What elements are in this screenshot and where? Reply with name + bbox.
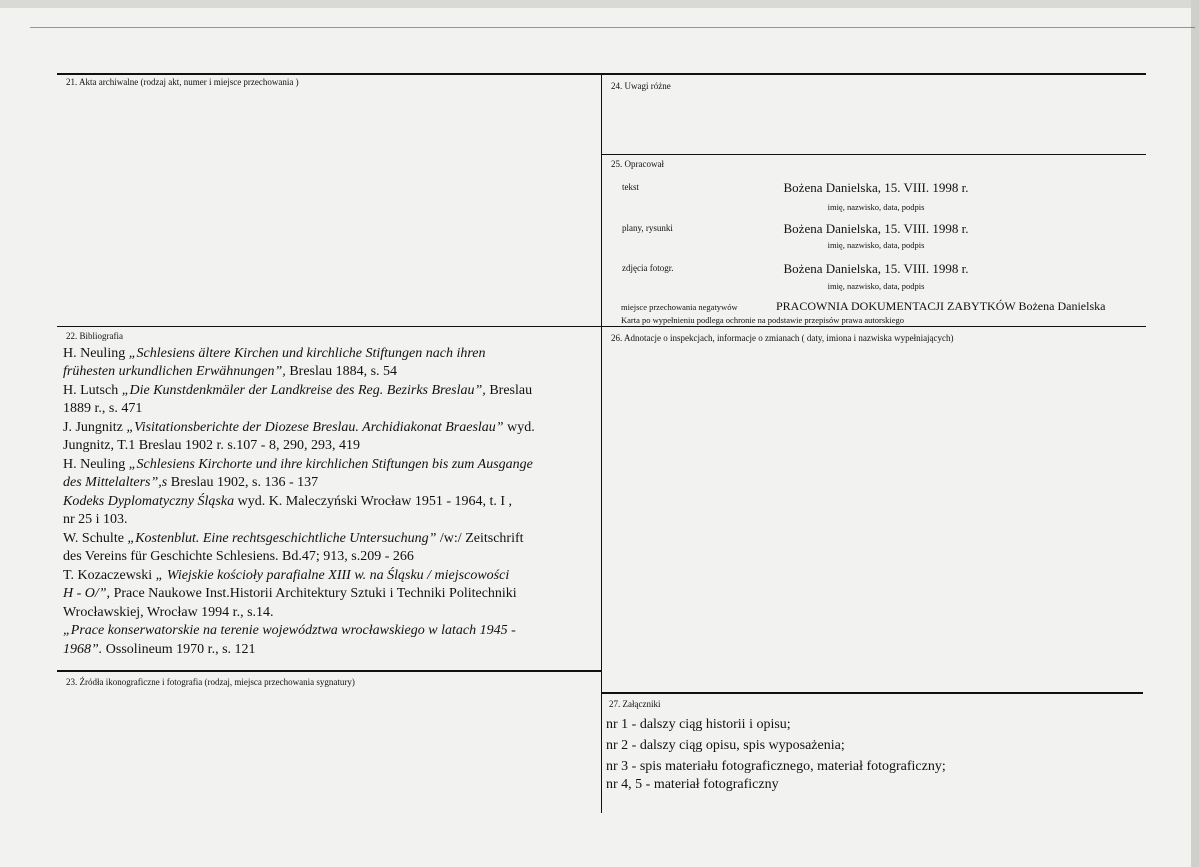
bib-line-11: [63, 530, 524, 548]
rule-22-23: [57, 670, 602, 672]
sec25-value-photos: Bożena Danielska, 15. VIII. 1998 r.: [783, 261, 969, 276]
bib-author-2: H. Lutsch: [63, 383, 122, 398]
bib-pub-1: Breslau 1884, s. 54: [285, 364, 398, 379]
bib-line-10: nr 25 i 103.: [63, 512, 128, 527]
rule-21-22: [57, 326, 1146, 327]
bib-line-9: [63, 493, 512, 511]
bib-pub-7: Prace Naukowe Inst.Historii Architektury Sztuki i Techniki Politechniki: [110, 586, 517, 601]
sec21-title: 21. Akta archiwalne (rodzaj akt, numer i miejsce przechowania ): [66, 77, 299, 87]
sec25-value-plans: Bożena Danielska, 15. VIII. 1998 r.: [783, 221, 969, 236]
bib-pub-6: /w:/ Zeitschrift: [436, 531, 524, 546]
bib-author-1: H. Neuling: [63, 346, 129, 361]
sec25-label-plans: plany, rysunki: [622, 223, 673, 233]
center-divider-lower: [601, 690, 602, 813]
bib-title-2: „Die Kunstdenkmäler der Landkreise des Reg. Bezirks Breslau”,: [121, 383, 486, 398]
page-top-edge: [0, 0, 1199, 8]
sec27-title: 27. Załączniki: [609, 699, 661, 709]
sec25-label-text: tekst: [622, 182, 639, 192]
bib-title-1-cont: frühesten urkundlichen Erwähnungen”,: [63, 364, 286, 379]
scan-artifact-line: [30, 27, 1195, 28]
sec25-caption-photos: imię, nazwisko, data, podpis: [827, 281, 925, 291]
bib-title-4-cont: des Mittelalters”,s: [63, 475, 168, 490]
bib-line-5: [63, 419, 535, 437]
bib-author-4: H. Neuling: [63, 457, 129, 472]
bib-author-3: J. Jungnitz: [63, 420, 127, 435]
bib-line-7: [63, 456, 533, 474]
sec25-value-text: Bożena Danielska, 15. VIII. 1998 r.: [783, 180, 969, 195]
bib-title-5: Kodeks Dyplomatyczny Śląska: [63, 494, 235, 509]
bib-title-3: „Visitationsberichte der Diozese Breslau. Archidiakonat Braeslau”: [126, 420, 504, 435]
bib-line-13: [63, 567, 509, 585]
attachment-item: nr 4, 5 - materiał fotograficzny: [606, 777, 779, 792]
sec25-caption-plans: imię, nazwisko, data, podpis: [827, 240, 925, 250]
bib-title-8-cont: 1968”.: [63, 642, 103, 657]
rule-24-25: [602, 154, 1146, 155]
rule-26-27: [602, 692, 1143, 694]
bib-line-14: [63, 585, 517, 603]
bib-title-7-cont: H - O/”,: [63, 586, 111, 601]
bib-pub-5: wyd. K. Maleczyński Wrocław 1951 - 1964, t. I ,: [234, 494, 513, 509]
bib-line-12: des Vereins für Geschichte Schlesiens. Bd.47; 913, s.209 - 266: [63, 549, 414, 564]
bib-line-16: „Prace konserwatorskie na terenie województwa wrocławskiego w latach 1945 -: [63, 623, 516, 638]
sec25-title: 25. Opracował: [611, 159, 664, 169]
sec24-title: 24. Uwagi różne: [611, 81, 671, 91]
sec25-label-photos: zdjęcia fotogr.: [622, 263, 674, 273]
sec25-copyright-note: Karta po wypełnieniu podlega ochronie na podstawie przepisów prawa autorskiego: [621, 315, 905, 325]
bib-author-6: W. Schulte: [63, 531, 128, 546]
bibliography-margin-mark: [601, 674, 602, 690]
bib-line-8: [63, 474, 318, 492]
page-right-edge: [1191, 0, 1199, 867]
sec22-title: 22. Bibliografia: [66, 331, 123, 341]
attachment-item: nr 3 - spis materiału fotograficznego, materiał fotograficzny;: [606, 759, 946, 774]
bib-line-1: [63, 345, 486, 363]
bib-line-17: [63, 641, 256, 659]
sec25-negatives-label: miejsce przechowania negatywów: [621, 302, 738, 312]
center-divider: [601, 74, 602, 674]
bib-line-3: [63, 382, 532, 400]
sec23-title: 23. Źródła ikonograficzne i fotografia (rodzaj, miejsca przechowania sygnatury): [66, 677, 355, 687]
bib-line-6: Jungnitz, T.1 Breslau 1902 r. s.107 - 8, 290, 293, 419: [63, 438, 360, 453]
bib-pub-4: Breslau 1902, s. 136 - 137: [167, 475, 319, 490]
bib-pub-3: wyd.: [503, 420, 535, 435]
attachment-item: nr 1 - dalszy ciąg historii i opisu;: [606, 717, 791, 732]
bib-title-1: „Schlesiens ältere Kirchen und kirchliche Stiftungen nach ihren: [128, 346, 486, 361]
bib-pub-2: Breslau: [485, 383, 533, 398]
sec25-caption-text: imię, nazwisko, data, podpis: [827, 202, 925, 212]
bib-author-7: T. Kozaczewski: [63, 568, 156, 583]
attachment-item: nr 2 - dalszy ciąg opisu, spis wyposażenia;: [606, 738, 845, 753]
bib-line-15: Wrocławskiej, Wrocław 1994 r., s.14.: [63, 605, 274, 620]
bib-line-4: 1889 r., s. 471: [63, 401, 143, 416]
bib-title-4: „Schlesiens Kirchorte und ihre kirchlichen Stiftungen bis zum Ausgange: [128, 457, 533, 472]
bib-title-7: „ Wiejskie kościoły parafialne XIII w. na Śląsku / miejscowości: [155, 568, 510, 583]
sec25-negatives-value: PRACOWNIA DOKUMENTACJI ZABYTKÓW Bożena Danielska: [776, 299, 1106, 313]
bib-line-2: [63, 363, 397, 381]
sec26-title: 26. Adnotacje o inspekcjach, informacje o zmianach ( daty, imiona i nazwiska wypełniających): [611, 333, 954, 343]
bib-pub-8: Ossolineum 1970 r., s. 121: [102, 642, 256, 657]
bib-title-6: „Kostenblut. Eine rechtsgeschichtliche Untersuchung”: [127, 531, 437, 546]
